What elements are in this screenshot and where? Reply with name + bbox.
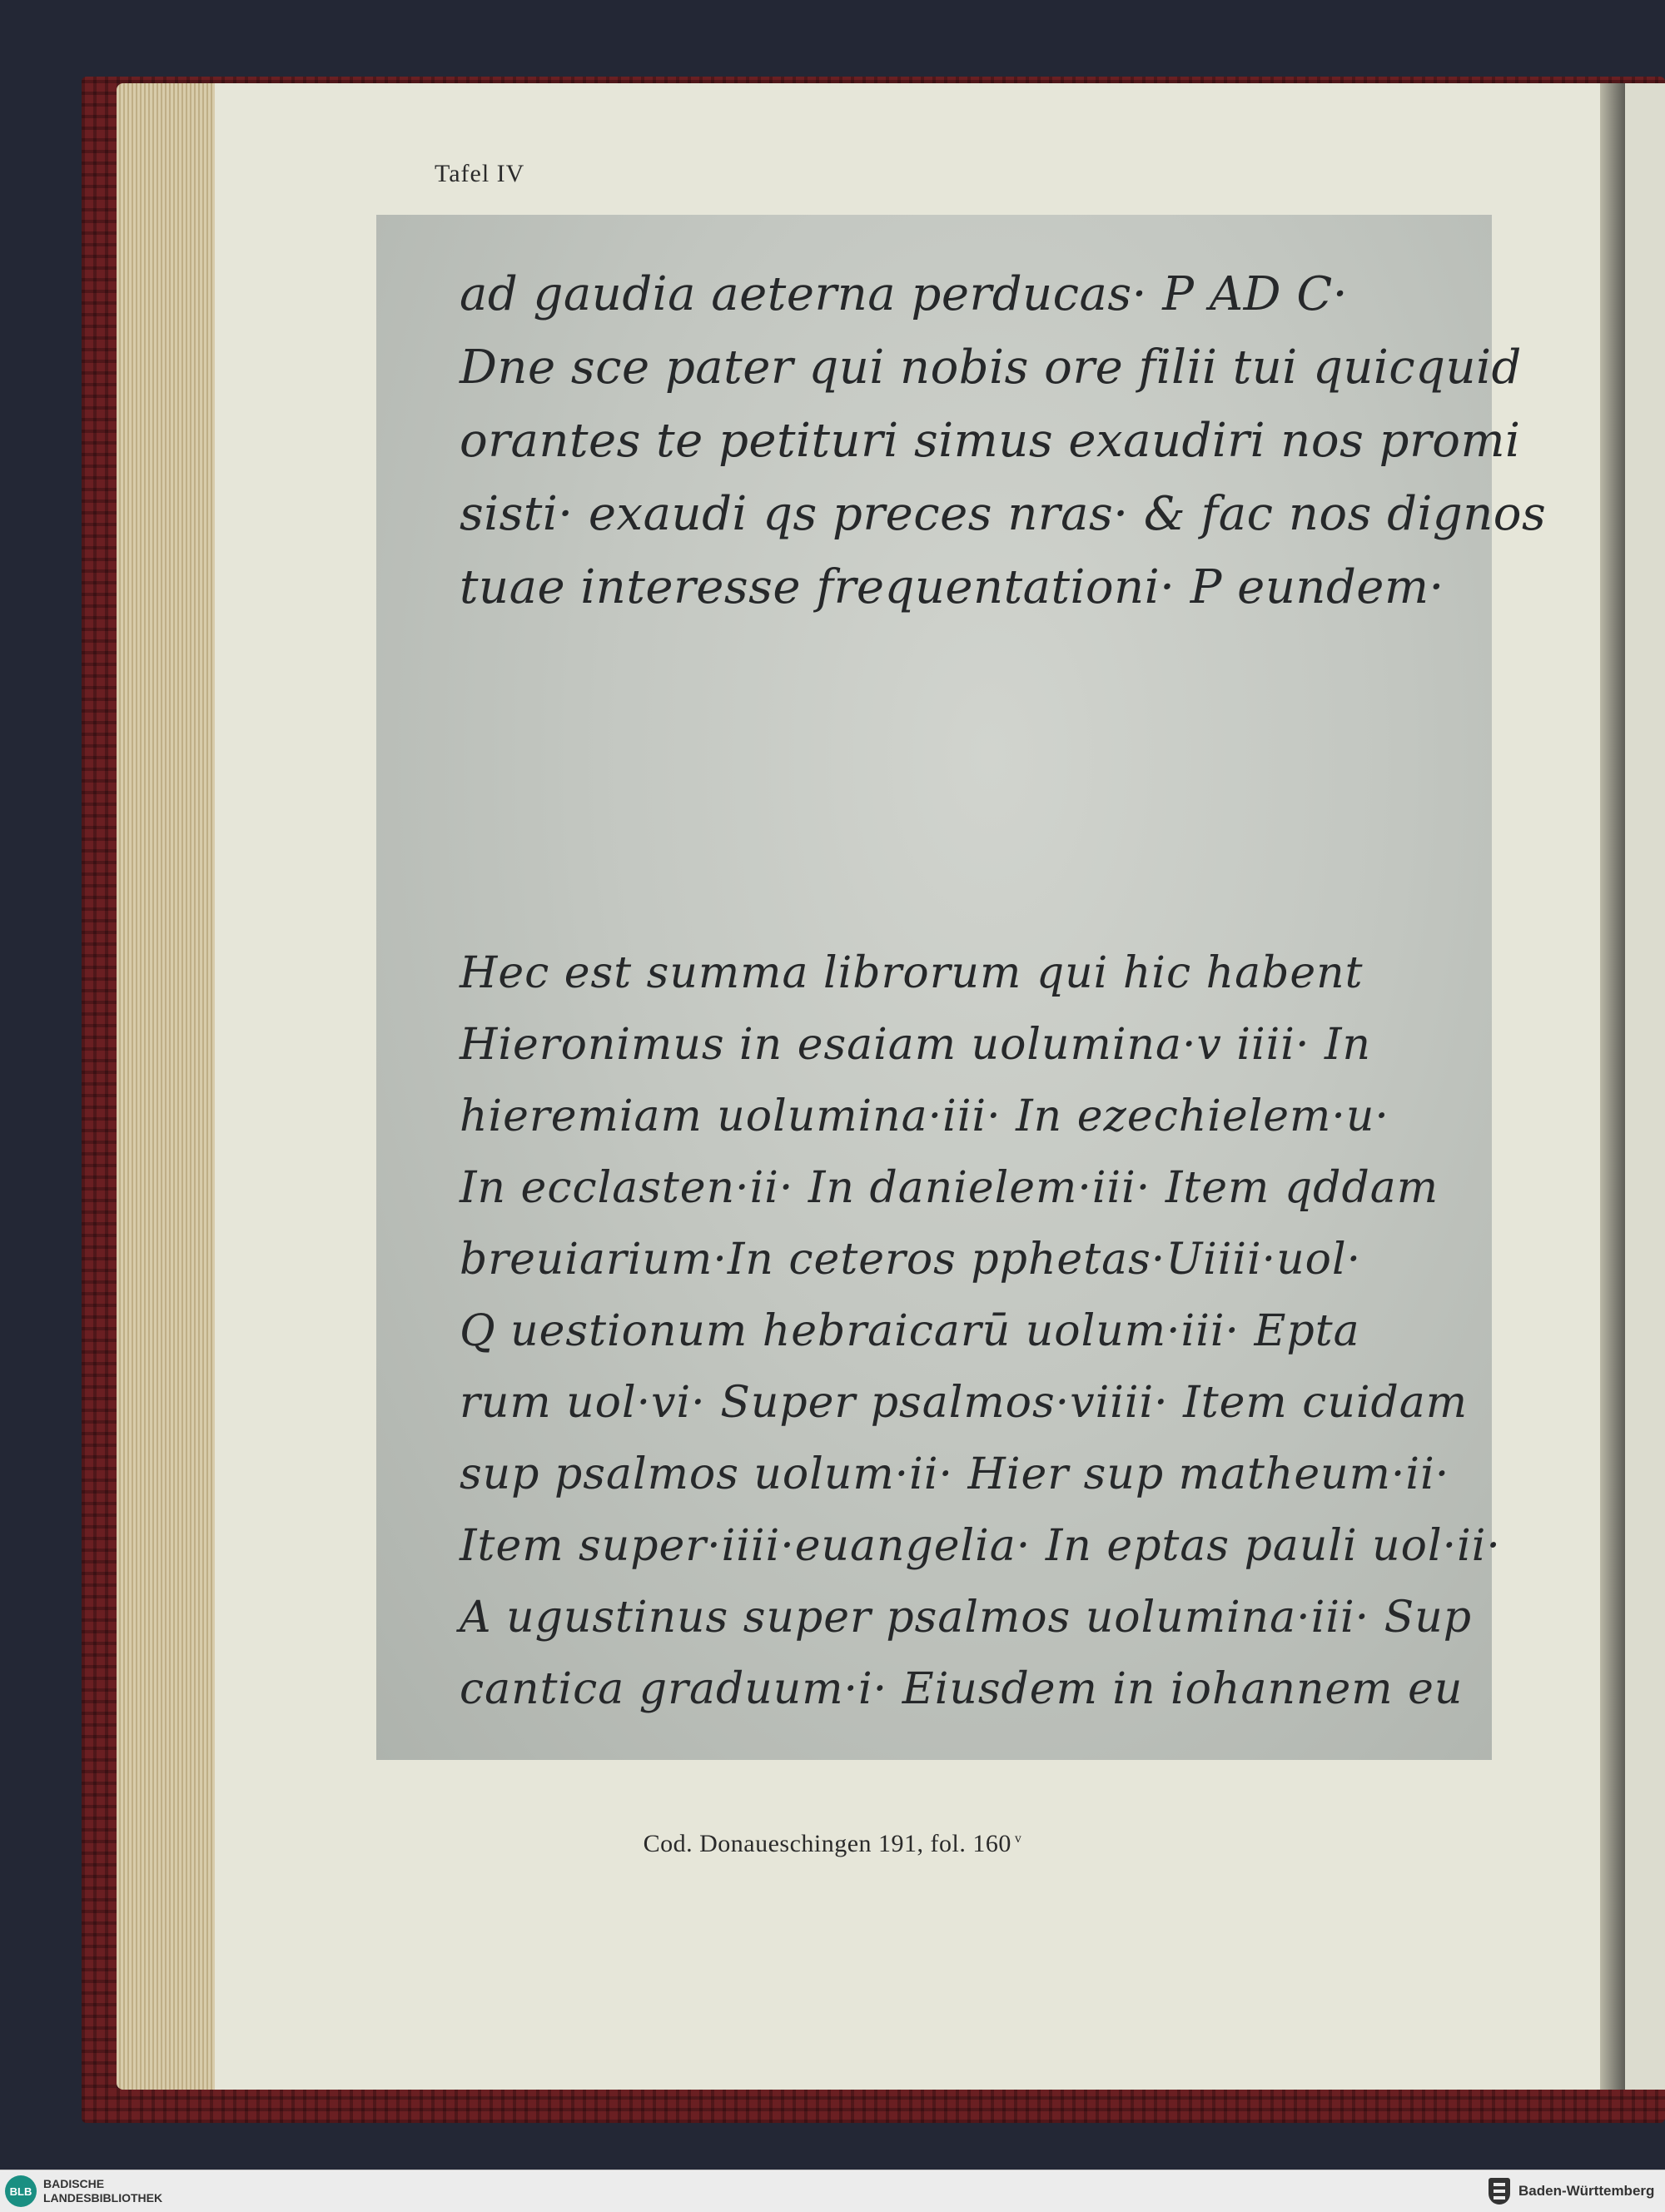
manuscript-lower-text	[460, 937, 1501, 1725]
blb-logo[interactable]: BLB	[5, 2175, 37, 2207]
page-edges	[117, 83, 216, 2090]
manuscript-line: Item super·iiii·euangelia· In eptas pauli uol·ii·	[460, 1521, 1501, 1571]
manuscript-line: ad gaudia aeterna perducas· P AD C·	[460, 267, 1349, 321]
plate-label: Tafel IV	[435, 160, 525, 187]
manuscript-line: breuiarium·In ceteros pphetas·Uiiii·uol·	[460, 1235, 1362, 1285]
partner-name[interactable]: Baden-Württemberg	[1518, 2183, 1655, 2199]
manuscript-line: Hieronimus in esaiam uolumina·v iiii· In	[460, 1020, 1372, 1070]
manuscript-line: hieremiam uolumina·iii· In ezechielem·u·	[460, 1091, 1389, 1141]
bw-crest-icon	[1489, 2178, 1510, 2205]
library-name-line1: BADISCHE	[43, 2177, 105, 2190]
manuscript-line: rum uol·vi· Super psalmos·viiii· Item cuidam	[460, 1378, 1469, 1428]
plate-caption	[0, 1830, 1665, 1858]
manuscript-line: In ecclasten·ii· In danielem·iii· Item qddam	[460, 1163, 1439, 1213]
manuscript-line: A ugustinus super psalmos uolumina·iii· Sup	[460, 1593, 1473, 1643]
viewer-footer	[0, 2170, 1665, 2212]
manuscript-line: Dne sce pater qui nobis ore filii tui quicquid	[460, 340, 1522, 395]
manuscript-line: Q uestionum hebraicarū uolum·iii· Epta	[460, 1306, 1360, 1356]
library-name-line2: LANDESBIBLIOTHEK	[43, 2191, 163, 2205]
manuscript-line: sisti· exaudi qs preces nras· & fac nos dignos	[460, 487, 1547, 541]
manuscript-upper-text	[460, 258, 1547, 624]
manuscript-line: sup psalmos uolum·ii· Hier sup matheum·ii·	[460, 1449, 1450, 1499]
caption-text: Cod. Donaueschingen 191, fol. 160	[643, 1830, 1011, 1857]
library-name[interactable]	[43, 2177, 162, 2205]
manuscript-line: tuae interesse frequentationi· P eundem·	[460, 560, 1444, 614]
manuscript-line: orantes te petituri simus exaudiri nos promi	[460, 414, 1521, 468]
manuscript-line: cantica graduum·i· Eiusdem in iohannem eu	[460, 1664, 1464, 1714]
manuscript-plate	[376, 215, 1547, 1760]
caption-superscript: v	[1014, 1832, 1022, 1846]
manuscript-line: Hec est summa librorum qui hic habent	[460, 948, 1364, 998]
facing-page-edge	[1625, 83, 1665, 2090]
